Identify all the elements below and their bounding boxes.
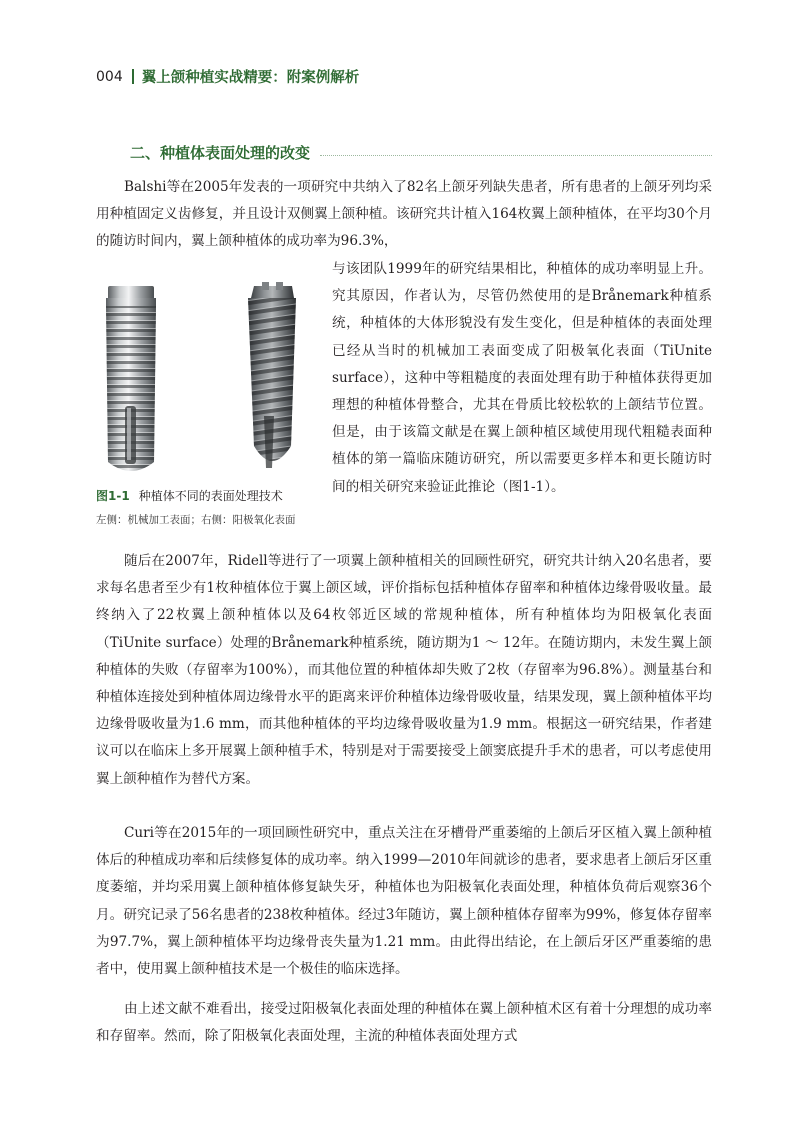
implant-figure: [96, 276, 322, 482]
header-divider: [132, 69, 134, 84]
paragraph-summary: 由上述文献不难看出，接受过阳极氧化表面处理的种植体在翼上颌种植术区有着十分理想的成功率和存留率。然而，除了阳极氧化表面处理，主流的种植体表面处理方式: [96, 1001, 712, 1045]
machined-implant-image: [106, 286, 156, 471]
anodized-implant-image: [248, 282, 296, 468]
figure-subcaption: 左侧：机械加工表面；右侧：阳极氧化表面: [96, 514, 296, 526]
paragraph-ridell: 随后在2007年，Ridell等进行了一项翼上颌种植相关的回顾性研究，研究共计纳入20名患者，要求每名患者至少有1枚种植体位于翼上颌区域，评价指标包括种植体存留率和种植体边缘骨吸收量。最终纳入了22枚翼上颌种植体以及64枚邻近区域的常规种植体，所有种植体均为阳极氧化表面（TiUnite surface）处理的Brånemark种植系统，随访期为1 ～ 12年。在随访期内，未发生翼上颌种植体的失败（存留率为100%），而其他位置的种植体却失败了2枚（存留率为96.8%）。测量基台和种植体连接处到种植体周边缘骨水平的距离来评价种植体边缘骨吸收量，结果发现，翼上颌种植体平均边缘骨吸收量为1.6 mm，而其他种植体的平均边缘骨吸收量为1.9 mm。根据这一研究结果，作者建议可以在临床上多开展翼上颌种植手术，特别是对于需要接受上颌窦底提升手术的患者，可以考虑使用翼上颌种植作为替代方案。: [96, 553, 712, 787]
section-heading: [130, 142, 712, 163]
figure-title: 种植体不同的表面处理技术: [138, 489, 283, 503]
section-rule: [320, 155, 712, 156]
figure-1-1: [96, 276, 322, 482]
running-header: [96, 66, 359, 87]
book-title: 翼上颌种植实战精要：附案例解析: [141, 70, 360, 86]
figure-caption: [96, 488, 324, 527]
paragraph-balshi-continued: 与该团队1999年的研究结果相比，种植体的成功率明显上升。究其原因，作者认为，尽管仍然使用的是Brånemark种植系统，种植体的大体形貌没有发生变化，但是种植体的表面处理已经从当时的机械加工表面变成了阳极氧化表面（TiUnite surface），这种中等粗糙度的表面处理有助于种植体获得更加理想的种植体骨整合，尤其在骨质比较松软的上颌结节位置。但是，由于该篇文献是在翼上颌种植区域使用现代粗糙表面种植体的第一篇临床随访研究，所以需要更多样本和更长随访时间的相关研究来验证此推论（图1-1）。: [332, 261, 712, 495]
paragraph-curi: Curi等在2015年的一项回顾性研究中，重点关注在牙槽骨严重萎缩的上颌后牙区植入翼上颌种植体后的种植成功率和后续修复体的成功率。纳入1999—2010年间就诊的患者，要求患者上颌后牙区重度萎缩，并均采用翼上颌种植体修复缺失牙，种植体也为阳极氧化表面处理，种植体负荷后观察36个月。研究记录了56名患者的238枚种植体。经过3年随访，翼上颌种植体存留率为99%，修复体存留率为97.7%，翼上颌种植体平均边缘骨丧失量为1.21 mm。由此得出结论，在上颌后牙区严重萎缩的患者中，使用翼上颌种植技术是一个极佳的临床选择。: [96, 825, 712, 978]
paragraph-balshi: Balshi等在2005年发表的一项研究中共纳入了82名上颌牙列缺失患者，所有患者的上颌牙列均采用种植固定义齿修复，并且设计双侧翼上颌种植。该研究共计植入164枚翼上颌种植体，在平均30个月的随访时间内，翼上颌种植体的成功率为96.3%，: [96, 179, 712, 250]
page-number: 004: [96, 68, 123, 85]
section-title: 二、种植体表面处理的改变: [130, 144, 311, 162]
figure-label: 图1-1: [96, 489, 130, 503]
